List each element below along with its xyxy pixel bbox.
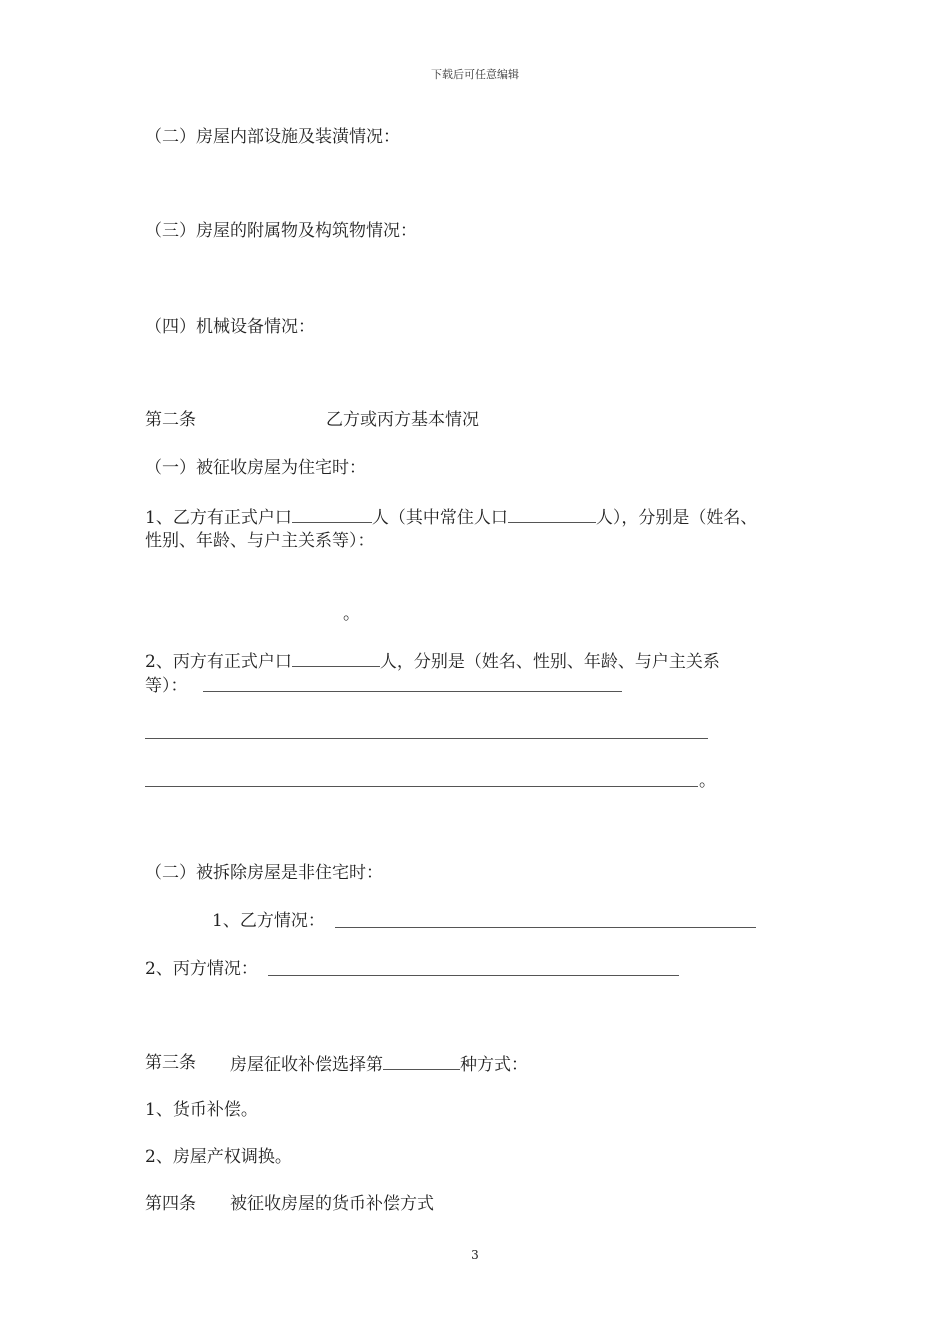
blank-registered-count[interactable] (292, 505, 372, 523)
blank-line-p2-a[interactable] (203, 691, 622, 692)
section-item-2: （二）房屋内部设施及装潢情况： (145, 127, 400, 147)
non-residential-party-c: 2、丙方情况： (145, 959, 258, 979)
page-header: 下载后可任意编辑 (431, 68, 519, 81)
article-3-label: 第三条 (145, 1053, 196, 1073)
p2-text-a: 2、丙方有正式户口 (145, 652, 292, 672)
blank-line-party-b[interactable] (335, 927, 756, 928)
p1-text-a: 1、乙方有正式户口 (145, 508, 292, 528)
article-4-label: 第四条 (145, 1194, 196, 1214)
blank-line-p2-c[interactable] (145, 786, 698, 787)
blank-resident-count[interactable] (508, 505, 596, 523)
article-2-p1-end: 。 (343, 604, 360, 624)
article-2-p2-line1 (145, 649, 720, 673)
article-2-title: 乙方或丙方基本情况 (326, 410, 479, 430)
blank-compensation-method[interactable] (383, 1052, 460, 1070)
article-3-title (230, 1052, 528, 1076)
article-3-title-a: 房屋征收补偿选择第 (230, 1055, 383, 1075)
blank-party-c-count[interactable] (292, 649, 380, 667)
article-2-p1-line1 (145, 505, 757, 529)
article-3-option-1: 1、货币补偿。 (145, 1100, 258, 1120)
article-2-p2-end: 。 (699, 771, 716, 791)
p1-text-b: 人（其中常住人口 (371, 508, 508, 528)
page-number: 3 (471, 1248, 479, 1262)
article-3-title-b: 种方式： (460, 1055, 528, 1075)
p1-text-c: 人），分别是（姓名、 (595, 508, 758, 528)
article-2-sub2: （二）被拆除房屋是非住宅时： (145, 863, 383, 883)
blank-line-p2-b[interactable] (145, 738, 708, 739)
article-2-label: 第二条 (145, 410, 196, 430)
section-item-4: （四）机械设备情况： (145, 317, 315, 337)
article-4-title: 被征收房屋的货币补偿方式 (230, 1194, 434, 1214)
article-3-option-2: 2、房屋产权调换。 (145, 1147, 292, 1167)
article-2-sub1: （一）被征收房屋为住宅时： (145, 458, 366, 478)
blank-line-party-c[interactable] (268, 975, 679, 976)
p2-text-b: 人，分别是（姓名、性别、年龄、与户主关系 (379, 652, 720, 672)
article-2-p2-line2: 等）： (145, 676, 188, 696)
article-2-p1-line2: 性别、年龄、与户主关系等）： (145, 531, 375, 551)
section-item-3: （三）房屋的附属物及构筑物情况： (145, 221, 417, 241)
non-residential-party-b: 1、乙方情况： (212, 911, 325, 931)
